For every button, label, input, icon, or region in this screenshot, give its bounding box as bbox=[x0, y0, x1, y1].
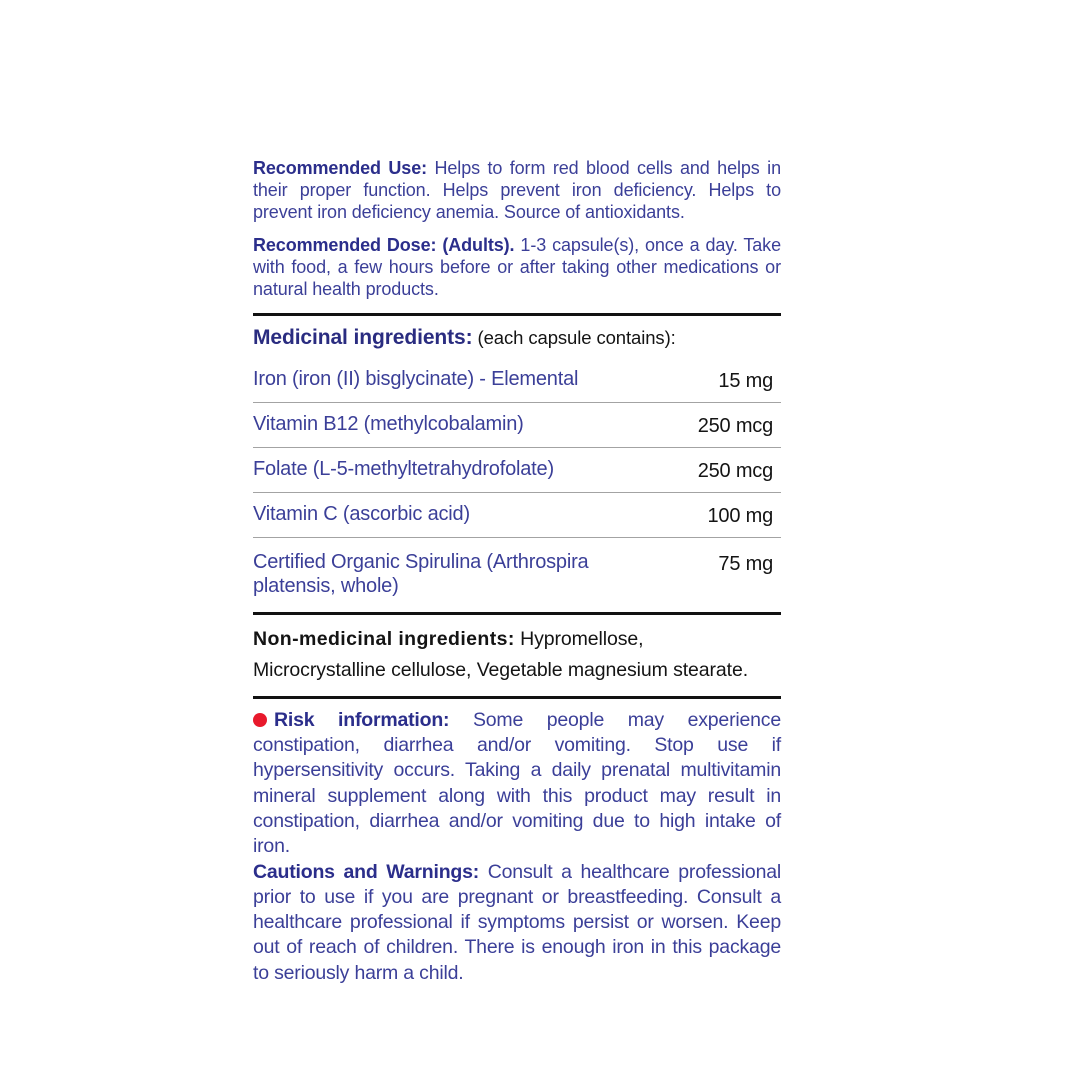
risk-information-label: Risk information: bbox=[274, 708, 450, 731]
ingredient-name: Vitamin C (ascorbic acid) bbox=[253, 502, 470, 525]
recommended-use-label: Recommended Use: bbox=[253, 158, 428, 178]
medicinal-ingredients-title: Medicinal ingredients: bbox=[253, 325, 473, 349]
ingredient-name: Vitamin B12 (methylcobalamin) bbox=[253, 412, 524, 435]
recommended-use-paragraph bbox=[253, 158, 781, 223]
non-medicinal-paragraph bbox=[253, 624, 781, 686]
recommended-use-text: Helps to form red blood cells and helps in their proper function. Helps prevent iron deficiency. Helps to prevent iron deficiency anemia. Source of antioxidants. bbox=[253, 158, 781, 222]
table-row bbox=[253, 358, 781, 403]
cautions-warnings-paragraph bbox=[253, 860, 781, 986]
ingredient-amount: 250 mcg bbox=[697, 414, 773, 437]
recommended-dose-paragraph bbox=[253, 235, 781, 300]
ingredient-name: Iron (iron (II) bisglycinate) - Elemental bbox=[253, 367, 579, 390]
ingredient-amount: 100 mg bbox=[707, 504, 773, 527]
non-medicinal-top-rule bbox=[253, 612, 781, 615]
risk-information-paragraph bbox=[253, 708, 781, 860]
table-row bbox=[253, 493, 781, 538]
risk-bullet-icon bbox=[253, 713, 267, 727]
cautions-warnings-label: Cautions and Warnings: bbox=[253, 860, 480, 883]
table-row bbox=[253, 538, 781, 612]
medicinal-ingredients-table bbox=[253, 358, 781, 612]
medicinal-top-rule bbox=[253, 313, 781, 316]
recommended-dose-label: Recommended Dose: (Adults). bbox=[253, 235, 515, 256]
ingredient-name: Certified Organic Spirulina (Arthrospira platensis, whole) bbox=[253, 550, 589, 597]
ingredient-amount: 250 mcg bbox=[697, 459, 773, 482]
label-content bbox=[253, 158, 781, 986]
non-medicinal-label: Non-medicinal ingredients: bbox=[253, 627, 515, 650]
ingredient-name: Folate (L-5-methyltetrahydrofolate) bbox=[253, 457, 554, 480]
ingredient-amount: 15 mg bbox=[718, 369, 773, 392]
ingredient-amount: 75 mg bbox=[718, 552, 773, 575]
recommended-dose-text: 1-3 capsule(s), once a day. Take with food, a few hours before or after taking other medications or natural health products. bbox=[253, 235, 781, 299]
medicinal-ingredients-header bbox=[253, 326, 781, 350]
non-medicinal-bottom-rule bbox=[253, 696, 781, 699]
cautions-warnings-text: Consult a healthcare professional prior to use if you are pregnant or breastfeeding. Consult a healthcare professional if symptoms persist or worsen. Keep out of reach of children. There is enough iron in this package to seriously harm a child. bbox=[253, 860, 781, 984]
table-row bbox=[253, 403, 781, 448]
table-row bbox=[253, 448, 781, 493]
medicinal-ingredients-subtitle: (each capsule contains): bbox=[477, 326, 676, 348]
risk-information-text: Some people may experience constipation, diarrhea and/or vomiting. Stop use if hypersensitivity occurs. Taking a daily prenatal multivitamin mineral supplement along with this product may result in constipation, diarrhea and/or vomiting due to high intake of iron. bbox=[253, 708, 781, 858]
non-medicinal-text: Hypromellose, Microcrystalline cellulose, Vegetable magnesium stearate. bbox=[253, 627, 749, 681]
